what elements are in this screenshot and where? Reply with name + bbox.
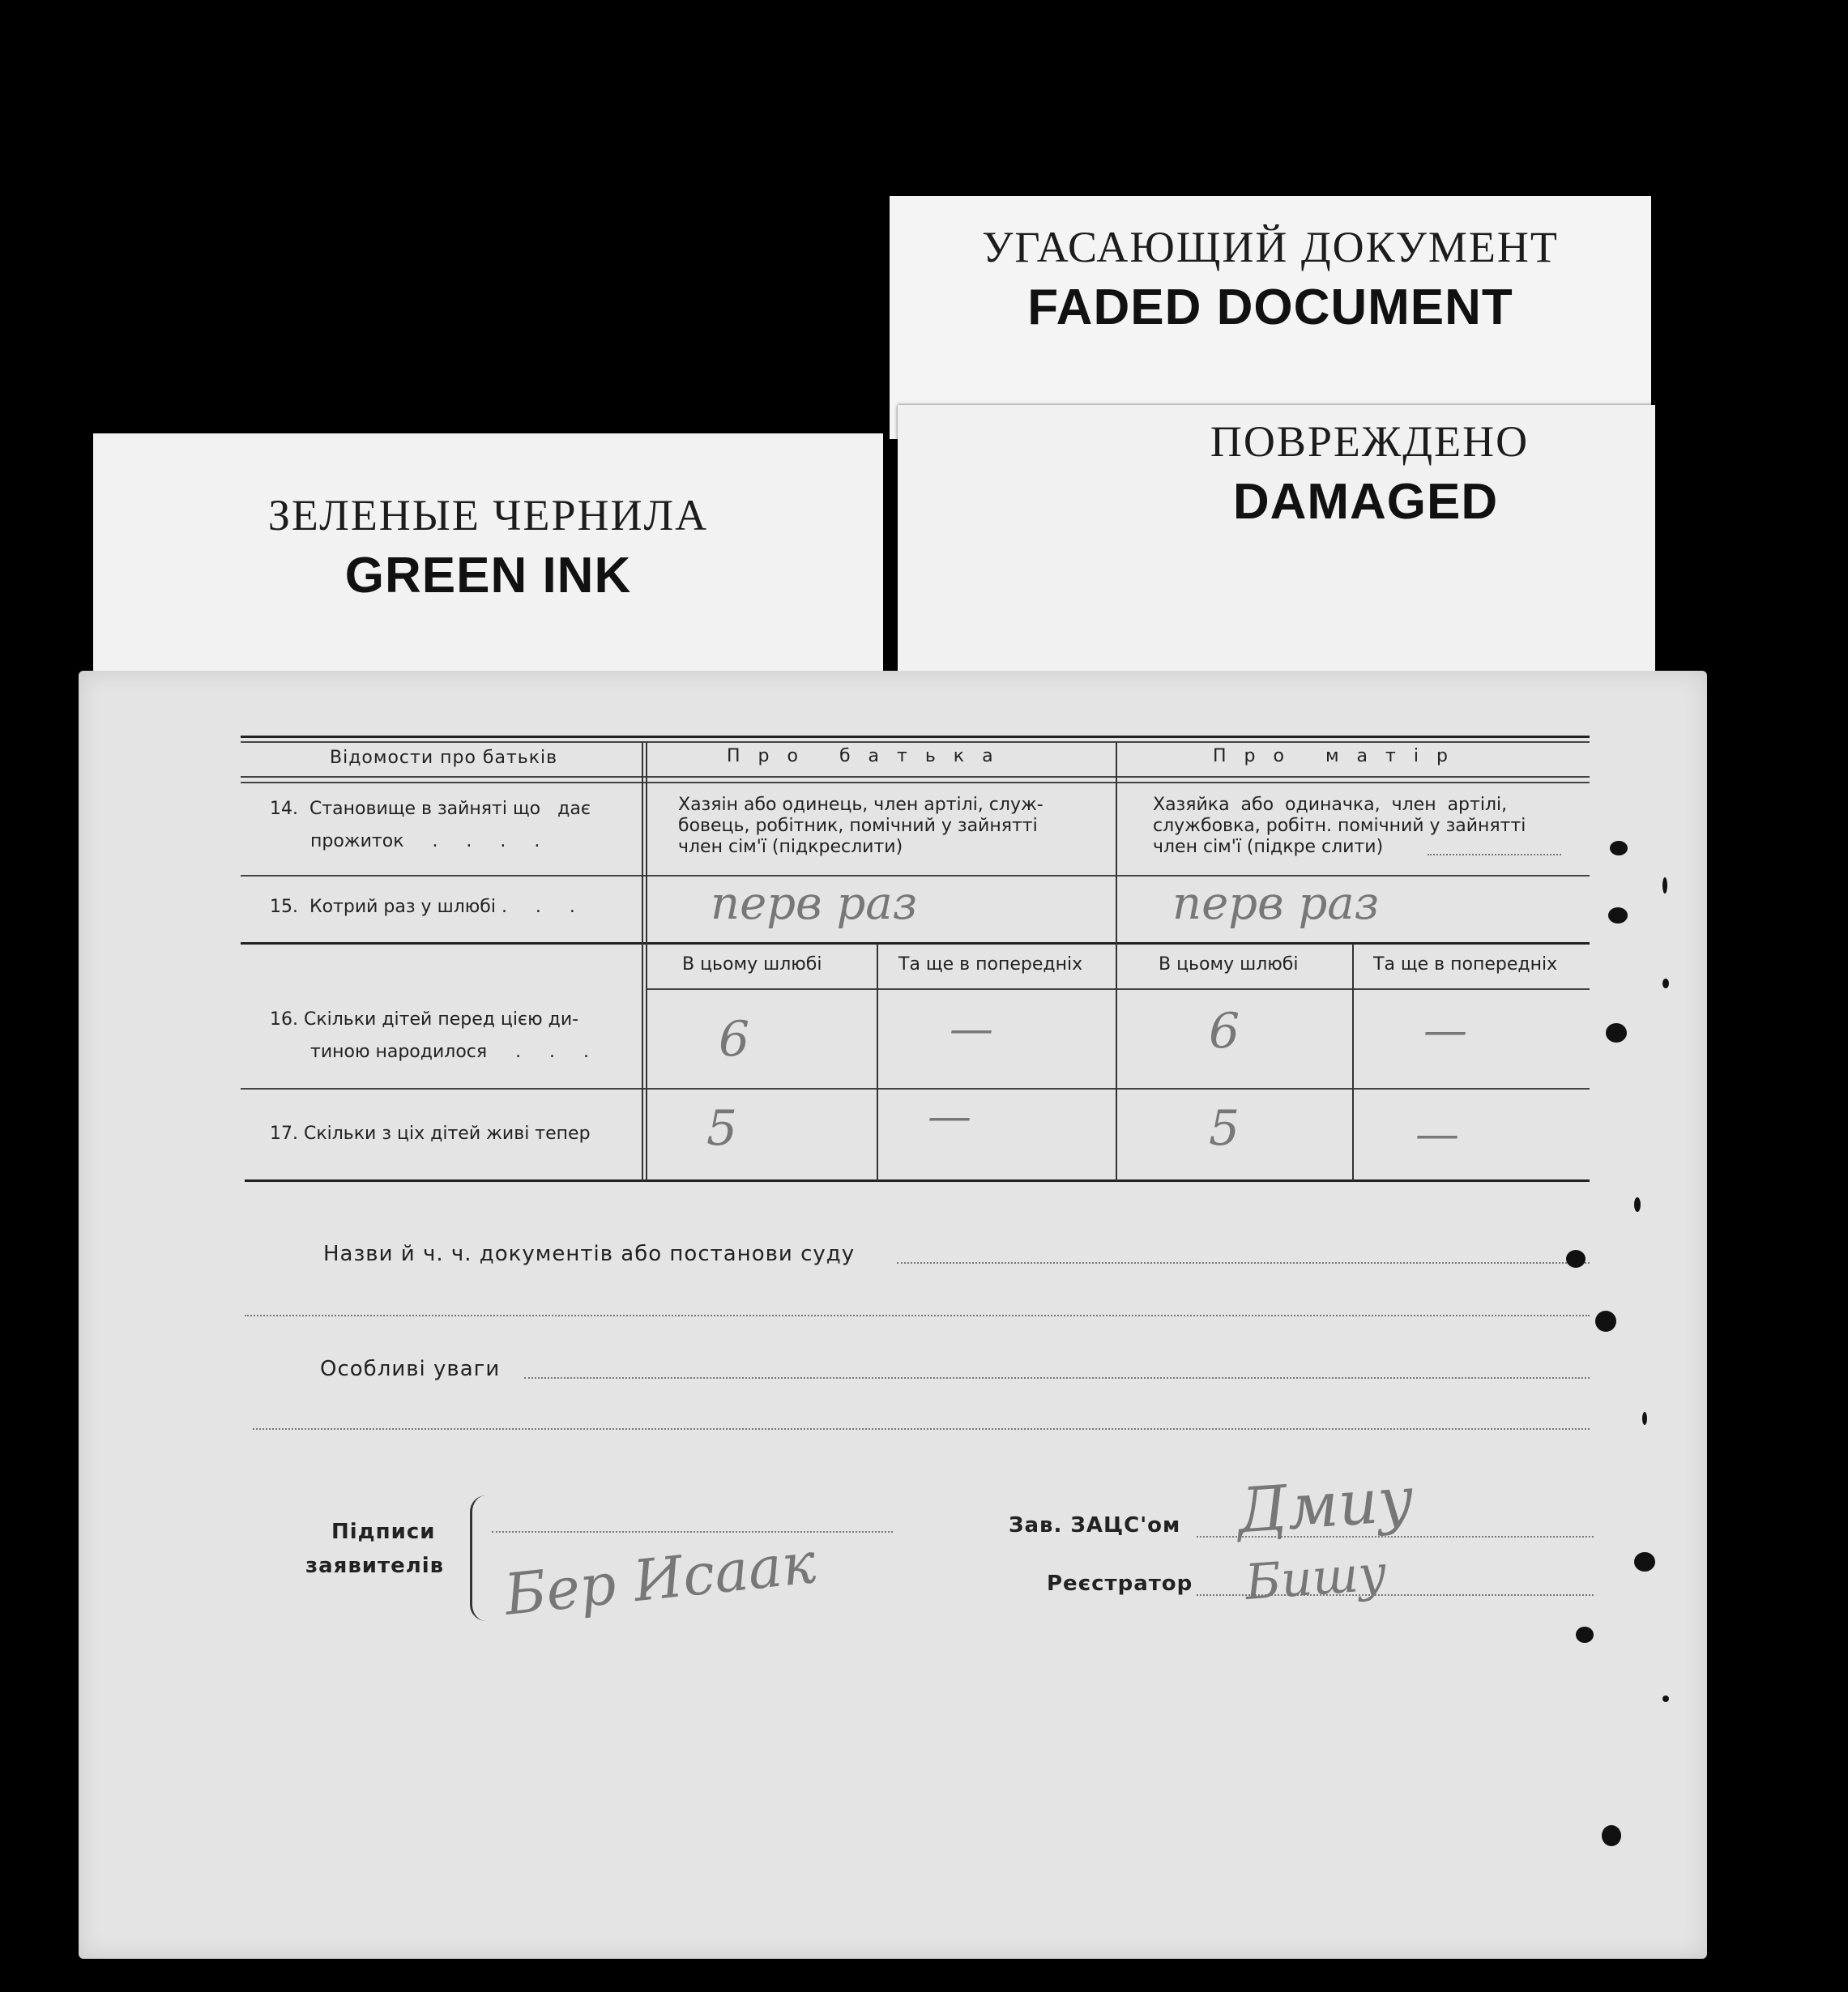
registrar-signature: Бишу (1243, 1545, 1389, 1611)
row14-mother-line2: службовка, робітн. помічний у зайнятті (1153, 816, 1526, 836)
faded-document-card (890, 196, 1651, 439)
row17-label: 17. Скільки з ціх дітей живі тепер (270, 1124, 591, 1144)
head-zags-label: Зав. ЗАЦС'ом (1009, 1513, 1181, 1538)
row15-father-value: перв раз (711, 877, 918, 930)
damaged-card (898, 405, 1655, 680)
row14-father-line1: Хазяін або одинець, член артілі, служ- (678, 795, 1044, 815)
row14-mother-line3: член сім'ї (підкре слити) (1153, 837, 1384, 857)
green-ink-en: GREEN INK (344, 548, 632, 604)
row16-father-this: 6 (719, 1011, 750, 1068)
row17-mother-this: 5 (1209, 1100, 1240, 1157)
subhdr-mother-this: В цьому шлюбі (1159, 954, 1299, 975)
faded-document-en: FADED DOCUMENT (1027, 279, 1513, 335)
row16-mother-this: 6 (1209, 1003, 1240, 1060)
registrar-label: Реєстратор (1047, 1572, 1193, 1596)
row17-mother-prev: — (1415, 1108, 1459, 1159)
row14-father-line3: член сім'ї (підкреслити) (678, 837, 903, 857)
header-father: Про батька (727, 746, 1011, 766)
applicant-signature: Бер Исаак (501, 1529, 819, 1628)
row15-label: 15. Котрий раз у шлюбі . . . (270, 897, 575, 917)
faded-document-ru: УГАСАЮЩИЙ ДОКУМЕНТ (982, 223, 1559, 271)
remarks-label: Особливі уваги (320, 1357, 501, 1381)
subhdr-father-prev: Та ще в попередніх (898, 954, 1083, 975)
green-ink-ru: ЗЕЛЕНЫЕ ЧЕРНИЛА (267, 491, 709, 540)
row15-mother-value: перв раз (1172, 877, 1380, 930)
row14-father-line2: бовець, робітник, помічний у зайнятті (678, 816, 1038, 836)
header-parents-info: Відомости про батьків (330, 748, 558, 768)
damaged-ru: ПОВРЕЖДЕНО (1210, 417, 1530, 466)
header-mother: Про матір (1213, 746, 1466, 766)
documents-label: Назви й ч. ч. документів або постанови суду (323, 1242, 856, 1266)
green-ink-card (93, 433, 883, 693)
head-signature: Дмиу (1235, 1462, 1416, 1547)
row16-mother-prev: — (1423, 1005, 1467, 1056)
damaged-en: DAMAGED (1232, 474, 1499, 530)
form-sheet (79, 671, 1707, 1959)
row14-label-line1: 14. Становище в зайняті що дає (270, 799, 591, 819)
applicants-signatures-label-1: Підписи (331, 1520, 436, 1544)
row16-father-prev: — (950, 1003, 993, 1054)
subhdr-father-this: В цьому шлюбі (682, 954, 822, 975)
row14-label-line2: прожиток . . . . (310, 831, 540, 851)
applicants-signatures-label-2: заявителів (305, 1554, 445, 1578)
row16-label-line2: тиною народилося . . . (310, 1042, 589, 1062)
row16-label-line1: 16. Скільки дітей перед цією ди- (270, 1009, 579, 1030)
row17-father-this: 5 (706, 1100, 738, 1157)
row17-father-prev: — (928, 1090, 971, 1141)
subhdr-mother-prev: Та ще в попередніх (1373, 954, 1558, 975)
row14-mother-line1: Хазяйка або одиначка, член артілі, (1153, 795, 1508, 815)
